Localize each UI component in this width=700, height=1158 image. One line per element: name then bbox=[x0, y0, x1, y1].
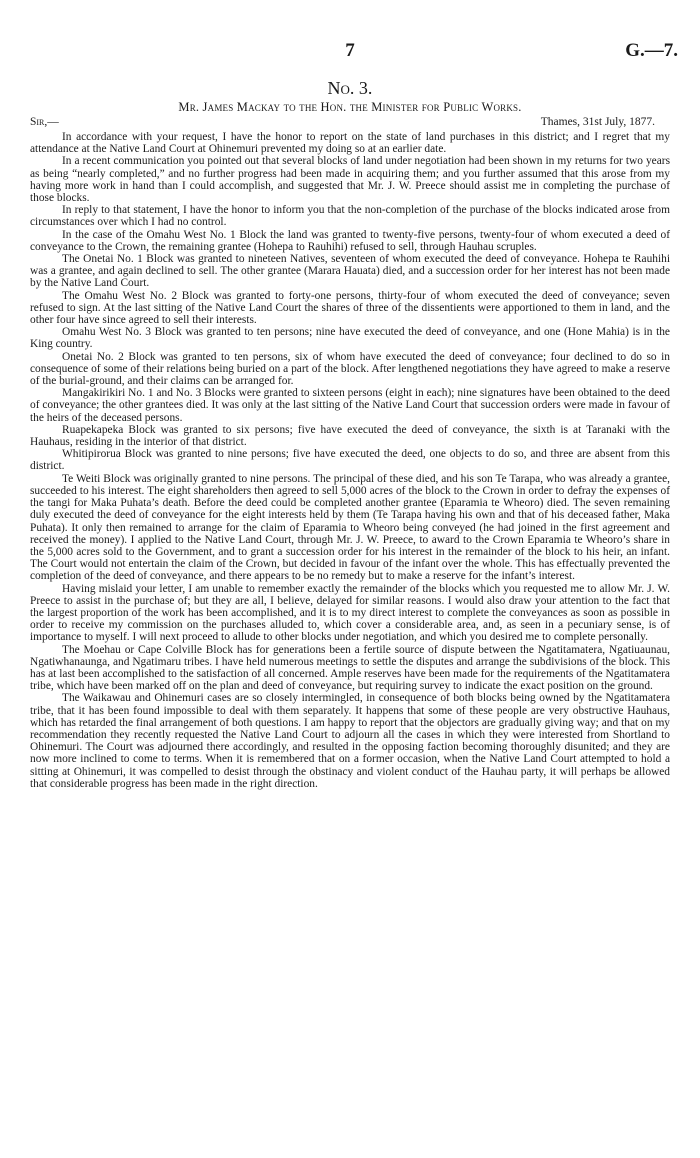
letter-number: No. 3. bbox=[327, 78, 373, 98]
body-paragraph: In reply to that statement, I have the honor to inform you that the non-completion of the purchase of the blocks indicated arose from circumstances over which I had no control. bbox=[30, 204, 670, 229]
letter-heading: Mr. James Mackay to the Hon. the Minister for Public Works. bbox=[178, 100, 522, 114]
body-paragraph: The Omahu West No. 2 Block was granted to forty-one persons, thirty-four of whom executed the deed of conveyance; seven refused to sign. At the last sitting of the Native Land Court the shares of three of the dissentients were apportioned to them in land, and the other four have since agreed to sell their interests. bbox=[30, 289, 670, 327]
body-paragraph: Omahu West No. 3 Block was granted to ten persons; nine have executed the deed of conveyance, and one (Hone Mahia) is in the King country. bbox=[30, 326, 670, 351]
body-paragraph: Ruapekapeka Block was granted to six persons; five have executed the deed of conveyance, the sixth is at Taranaki with the Hauhaus, residing in the interior of that district. bbox=[30, 423, 670, 449]
body-paragraph: Onetai No. 2 Block was granted to ten persons, six of whom have executed the deed of conveyance; four declined to do so in consequence of some of their relations being buried on a part of the block. After lengthened negotiations they have agreed to make a reserve of the burial-ground, and their claims can be arranged for. bbox=[30, 350, 670, 388]
body-paragraph: Mangakirikiri No. 1 and No. 3 Blocks were granted to sixteen persons (eight in each); nine signatures have been obtained to the deed of conveyance; the other grantees died. It was only at the last sitting of the Native Land Court that succession orders were made in favour of the heirs of the deceased persons. bbox=[30, 387, 670, 424]
body-paragraph: The Moehau or Cape Colville Block has for generations been a fertile source of dispute between the Ngatitamatera, Ngatiuaunau, Ngatiwhanaunga, and Ngatimaru tribes. I have held numerous meetings to settle the disputes and arrange the subdivisions of the block. This has at last been accomplished to the satisfaction of all concerned. Ample reserves have been made for the requirements of the Ngatitamatera tribe, which have been marked off on the plan and deed of conveyance, but requiring survey to indicate the exact position on the ground. bbox=[30, 643, 670, 693]
body-paragraph: Having mislaid your letter, I am unable to remember exactly the remainder of the blocks which you requested me to allow Mr. J. W. Preece to assist in the purchase of; but they are all, I believe, delayed for similar reasons. I would also draw your attention to the fact that the largest proportion of the work has been accomplished, and it is to my direct interest to complete the conveyances as soon as possible in order to receive my commission on the purchases alluded to, which cover a considerable area, and, as seen in a pecuniary sense, is of importance to myself. I will next proceed to allude to other blocks under negotiation, and which you desired me to complete personally. bbox=[30, 582, 670, 644]
dateline: Thames, 31st July, 1877. bbox=[540, 116, 655, 128]
body-paragraph: The Onetai No. 1 Block was granted to nineteen Natives, seventeen of whom executed the deed of conveyance. Hohepa te Rauhihi was a grantee, and again declined to sell. The other grantee (Marara Hauata) died, and a succession order for her interest has not been made by the Native Land Court. bbox=[30, 253, 670, 290]
letter-body bbox=[30, 131, 670, 790]
body-paragraph: The Waikawau and Ohinemuri cases are so closely intermingled, in consequence of both blocks being owned by the Ngatitamatera tribe, that it has been found impossible to deal with them separately. It happens that some of these people are very obstructive Hauhaus, which has retarded the final arrangement of both questions. I am happy to report that the objectors are gradually giving way; and that on my recommendation they recently requested the Native Land Court to adjourn all the cases in which they were interested from Shortland to Ohinemuri. The Court was adjourned there accordingly, and resulted in the opposing faction becoming thoroughly disunited; and they are now more inclined to come to terms. When it is remembered that on a former occasion, when the Native Land Court attempted to hold a sitting at Ohinemuri, it was compelled to desist through the obstinacy and violent conduct of the Hauhau party, it will perhaps be allowed that considerable progress has been made in the right direction. bbox=[30, 692, 670, 790]
body-paragraph: Whitipirorua Block was granted to nine persons; five have executed the deed, one objects to do so, and three are absent from this district. bbox=[30, 448, 670, 473]
page-number: 7 bbox=[345, 40, 355, 61]
document-reference: G.—7. bbox=[625, 40, 678, 61]
salutation: Sir,— bbox=[30, 116, 59, 128]
body-paragraph: Te Weiti Block was originally granted to nine persons. The principal of these died, and his son Te Tarapa, who was already a grantee, succeeded to his interest. The eight shareholders then agreed to sell 5,000 acres of the block to the Crown in order to defray the expenses of the tangi for Maka Puhata’s death. Before the deed could be completed another grantee (Eparamia te Wheoro) died. The seven remaining duly executed the deed of conveyance for the eight interests held by them (Te Tarapa having his own and that of his deceased father, Maka Puhata). It only then remained to arrange for the claim of Eparamia to Wheoro being conveyed (he had joined in the first agreement and received the money). I applied to the Native Land Court, through Mr. J. W. Preece, to award to the Crown Eparamia te Wheoro’s share in the 5,000 acres sold to the Government, and to grant a succession order for his interest in the remainder of the block to his heir, an infant. The Court would not entertain the claim of the Crown, but decided in favour of the infant over the whole. This has effectually prevented the completion of the deed of conveyance, and there appears to be no remedy but to make a reserve for the infant’s interest. bbox=[30, 472, 670, 583]
body-paragraph: In the case of the Omahu West No. 1 Block the land was granted to twenty-five persons, twenty-four of whom executed a deed of conveyance to the Crown, the remaining grantee (Hohepa to Rauhihi) refused to sell, through Hauhau scruples. bbox=[30, 228, 670, 253]
body-paragraph: In accordance with your request, I have the honor to report on the state of land purchases in this district; and I regret that my attendance at the Native Land Court at Ohinemuri prevented my doing so at an earlier date. bbox=[30, 131, 670, 156]
body-paragraph: In a recent communication you pointed out that several blocks of land under negotiation had been shown in my returns for two years as being “nearly completed,” and no further progress had been made in acquiring them; and you further assumed that this arose from my having more work in hand than I could accomplish, and suggested that Mr. J. W. Preece should assist me in completing the purchase of those blocks. bbox=[30, 155, 670, 205]
